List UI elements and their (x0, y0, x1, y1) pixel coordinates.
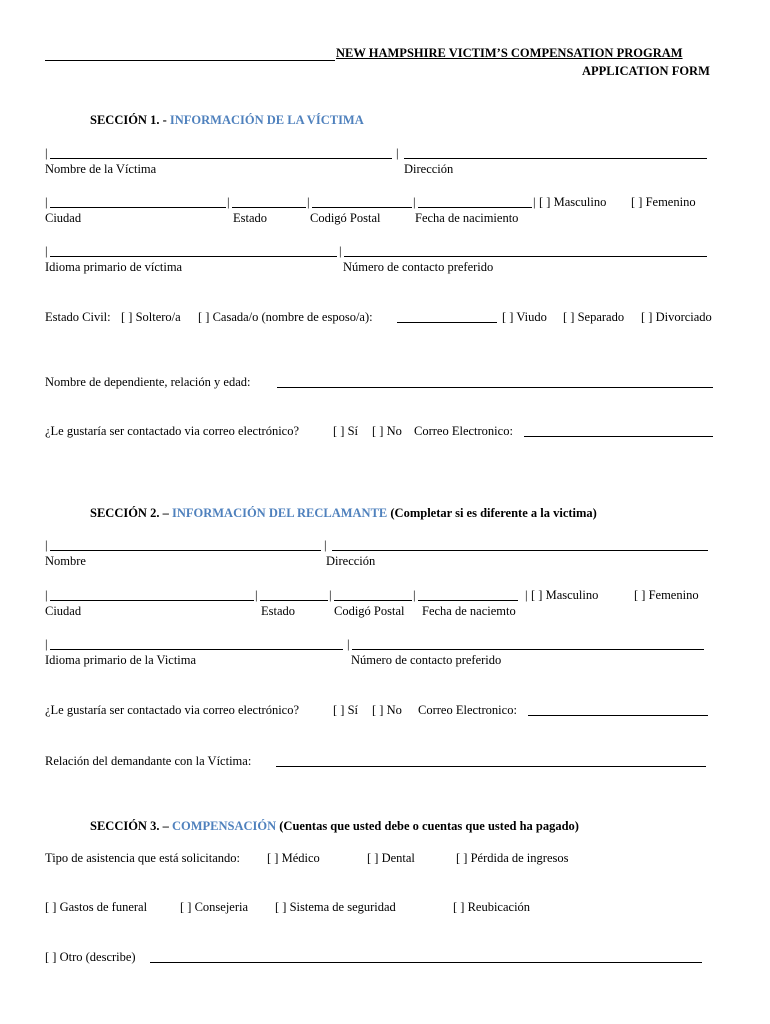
victim-email-question: ¿Le gustaría ser contactado via correo electrónico? (45, 424, 300, 438)
claimant-zip-line[interactable] (334, 600, 412, 601)
victim-female-checkbox[interactable]: [ ] Femenino (631, 195, 696, 209)
victim-zip-line[interactable] (312, 207, 412, 208)
claimant-address-line[interactable] (332, 550, 708, 551)
dependents-line[interactable] (277, 387, 713, 388)
claimant-male-checkbox[interactable]: [ ] Masculino (531, 588, 599, 602)
victim-male-checkbox[interactable]: [ ] Masculino (539, 195, 607, 209)
claimant-state-line[interactable] (260, 600, 328, 601)
section3-heading (90, 819, 579, 833)
claimant-email-yes-checkbox[interactable]: [ ] Sí (333, 703, 358, 717)
field-separator: | (45, 244, 48, 258)
field-separator: | (413, 588, 416, 602)
field-separator: | (396, 146, 399, 160)
victim-city-label: Ciudad (45, 211, 82, 225)
field-separator: | (533, 195, 536, 209)
claimant-address-label: Dirección (326, 554, 376, 568)
security-system-checkbox[interactable]: [ ] Sistema de seguridad (275, 900, 396, 914)
field-separator: | (413, 195, 416, 209)
victim-state-label: Estado (233, 211, 268, 225)
section1-title: INFORMACIÓN DE LA VÍCTIMA (169, 113, 364, 127)
victim-email-line[interactable] (524, 436, 713, 437)
married-checkbox[interactable]: [ ] Casada/o (nombre de esposo/a): (198, 310, 373, 324)
section1-number: SECCIÓN 1. - (90, 113, 167, 127)
field-separator: | (324, 538, 327, 552)
claimant-email-label: Correo Electronico: (418, 703, 517, 717)
section2-number: SECCIÓN 2. – (90, 506, 169, 520)
counseling-checkbox[interactable]: [ ] Consejeria (180, 900, 249, 914)
field-separator: | (45, 588, 48, 602)
section1-heading (90, 113, 364, 127)
dental-checkbox[interactable]: [ ] Dental (367, 851, 415, 865)
claimant-state-label: Estado (261, 604, 296, 618)
section3-note: (Cuentas que usted debe o cuentas que usted ha pagado) (279, 819, 579, 833)
section3-title: COMPENSACIÓN (171, 819, 277, 833)
field-separator: | (227, 195, 230, 209)
funeral-checkbox[interactable]: [ ] Gastos de funeral (45, 900, 148, 914)
dependents-label: Nombre de dependiente, relación y edad: (45, 375, 251, 389)
victim-email-label: Correo Electronico: (414, 424, 513, 438)
claimant-phone-label: Número de contacto preferido (351, 653, 502, 667)
field-separator: | (347, 637, 350, 651)
victim-dob-line[interactable] (418, 207, 532, 208)
separated-checkbox[interactable]: [ ] Separado (563, 310, 625, 324)
claimant-name-line[interactable] (50, 550, 321, 551)
claimant-female-checkbox[interactable]: [ ] Femenino (634, 588, 699, 602)
victim-city-line[interactable] (50, 207, 226, 208)
medical-checkbox[interactable]: [ ] Médico (267, 851, 320, 865)
section2-title: INFORMACIÓN DEL RECLAMANTE (171, 506, 388, 520)
victim-email-no-checkbox[interactable]: [ ] No (372, 424, 402, 438)
relocation-checkbox[interactable]: [ ] Reubicación (453, 900, 531, 914)
victim-address-label: Dirección (404, 162, 454, 176)
victim-address-line[interactable] (404, 158, 707, 159)
victim-language-line[interactable] (50, 256, 337, 257)
field-separator: | (339, 244, 342, 258)
victim-language-label: Idioma primario de víctima (45, 260, 183, 274)
claimant-dob-label: Fecha de naciemto (422, 604, 516, 618)
victim-state-line[interactable] (232, 207, 306, 208)
victim-phone-line[interactable] (344, 256, 707, 257)
field-separator: | (525, 588, 528, 602)
victim-phone-label: Número de contacto preferido (343, 260, 494, 274)
other-description-line[interactable] (150, 962, 702, 963)
marital-status-label: Estado Civil: (45, 310, 111, 324)
single-checkbox[interactable]: [ ] Soltero/a (121, 310, 181, 324)
victim-name-label: Nombre de la Víctima (45, 162, 157, 176)
claimant-email-no-checkbox[interactable]: [ ] No (372, 703, 402, 717)
claimant-zip-label: Codigó Postal (334, 604, 405, 618)
claimant-email-line[interactable] (528, 715, 708, 716)
claimant-phone-line[interactable] (352, 649, 704, 650)
claimant-city-line[interactable] (50, 600, 254, 601)
assistance-type-label: Tipo de asistencia que está solicitando: (45, 851, 240, 865)
victim-dob-label: Fecha de nacimiento (415, 211, 519, 225)
program-title: NEW HAMPSHIRE VICTIM’S COMPENSATION PROGRAM (336, 46, 683, 60)
field-separator: | (45, 538, 48, 552)
section2-heading (90, 506, 597, 520)
spouse-name-line[interactable] (397, 322, 497, 323)
other-checkbox[interactable]: [ ] Otro (describe) (45, 950, 136, 964)
victim-zip-label: Codigó Postal (310, 211, 381, 225)
field-separator: | (255, 588, 258, 602)
field-separator: | (329, 588, 332, 602)
header-signature-line[interactable] (45, 60, 335, 61)
field-separator: | (45, 146, 48, 160)
field-separator: | (307, 195, 310, 209)
form-title: APPLICATION FORM (582, 64, 710, 78)
divorced-checkbox[interactable]: [ ] Divorciado (641, 310, 712, 324)
victim-name-line[interactable] (50, 158, 392, 159)
section2-note: (Completar si es diferente a la victima) (390, 506, 597, 520)
claimant-relation-label: Relación del demandante con la Víctima: (45, 754, 252, 768)
field-separator: | (45, 637, 48, 651)
claimant-city-label: Ciudad (45, 604, 82, 618)
widowed-checkbox[interactable]: [ ] Viudo (502, 310, 547, 324)
claimant-name-label: Nombre (45, 554, 86, 568)
field-separator: | (45, 195, 48, 209)
claimant-language-label: Idioma primario de la Victima (45, 653, 197, 667)
claimant-email-question: ¿Le gustaría ser contactado via correo electrónico? (45, 703, 300, 717)
victim-email-yes-checkbox[interactable]: [ ] Sí (333, 424, 358, 438)
claimant-language-line[interactable] (50, 649, 343, 650)
section3-number: SECCIÓN 3. – (90, 819, 169, 833)
claimant-dob-line[interactable] (418, 600, 518, 601)
claimant-relation-line[interactable] (276, 766, 706, 767)
lost-income-checkbox[interactable]: [ ] Pérdida de ingresos (456, 851, 569, 865)
